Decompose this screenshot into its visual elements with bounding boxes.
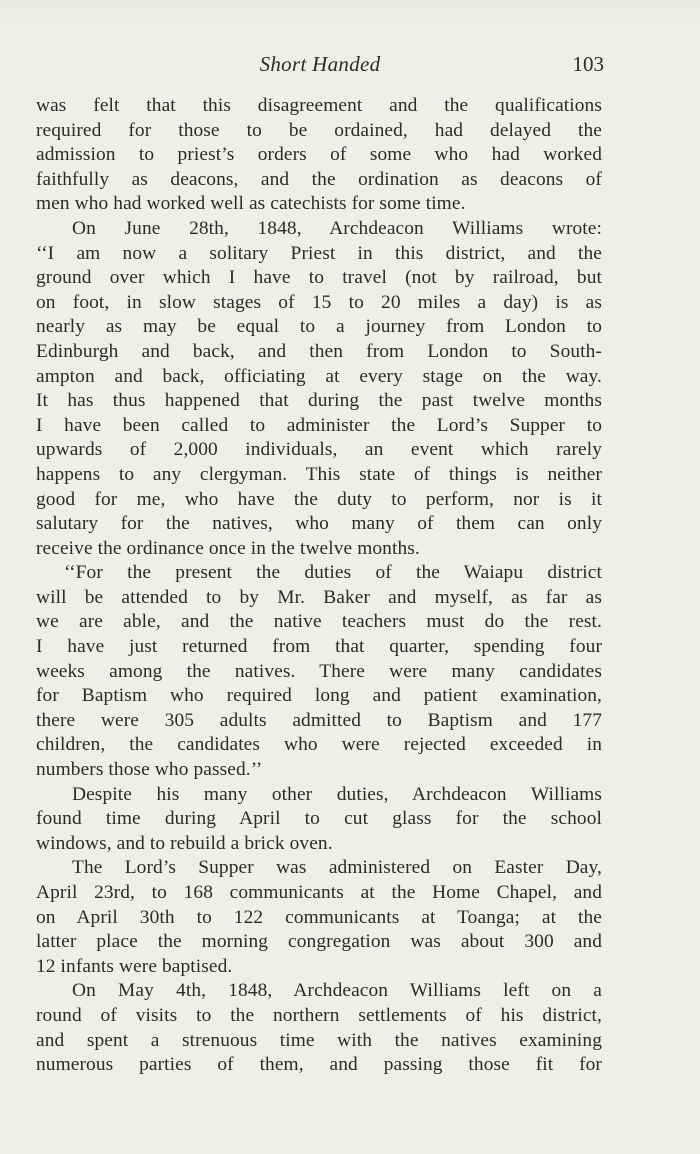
text-line: required for those to be ordained, had delayed the bbox=[36, 119, 602, 141]
text-line: ground over which I have to travel (not by railroad, but bbox=[36, 267, 602, 289]
text-line: on April 30th to 122 communicants at Toanga; at the bbox=[36, 906, 602, 928]
text-line: April 23rd, to 168 communicants at the Home Chapel, and bbox=[36, 882, 602, 903]
text-line: we are able, and the native teachers must do the rest. bbox=[36, 611, 602, 633]
text-line: I have been called to administer the Lord’s Supper to bbox=[36, 414, 602, 436]
text-line: on foot, in slow stages of 15 to 20 miles a day) is as bbox=[36, 291, 602, 313]
text-line: Despite his many other duties, Archdeacon Williams bbox=[72, 783, 602, 805]
text-line: 12 infants were baptised. bbox=[36, 955, 233, 977]
text-line: nearly as may be equal to a journey from London to bbox=[36, 316, 602, 338]
text-line: ‘‘I am now a solitary Priest in this district, and the bbox=[36, 242, 602, 264]
text-line: salutary for the natives, who many of them can only bbox=[36, 513, 602, 535]
text-line: for Baptism who required long and patient examination, bbox=[36, 685, 602, 707]
text-line: I have just returned from that quarter, spending four bbox=[36, 636, 602, 658]
running-title: Short Handed bbox=[259, 52, 381, 76]
text-line: On June 28th, 1848, Archdeacon Williams wrote: bbox=[72, 217, 602, 239]
text-line: upwards of 2,000 individuals, an event which rarely bbox=[36, 439, 602, 461]
page-number: 103 bbox=[572, 52, 604, 76]
text-line: Edinburgh and back, and then from London to South- bbox=[36, 340, 602, 362]
text-line: receive the ordinance once in the twelve months. bbox=[36, 537, 420, 559]
text-line: windows, and to rebuild a brick oven. bbox=[36, 832, 333, 854]
text-line: happens to any clergyman. This state of things is neither bbox=[36, 463, 602, 485]
text-line: will be attended to by Mr. Baker and myself, as far as bbox=[36, 586, 602, 608]
text-line: there were 305 adults admitted to Baptism and 177 bbox=[36, 709, 602, 731]
text-line: was felt that this disagreement and the qualifications bbox=[36, 95, 602, 116]
text-line: men who had worked well as catechists for some time. bbox=[36, 193, 466, 215]
text-line: and spent a strenuous time with the natives examining bbox=[36, 1029, 602, 1051]
body-text bbox=[36, 94, 602, 1078]
text-line: On May 4th, 1848, Archdeacon Williams left on a bbox=[72, 980, 602, 1002]
text-line: latter place the morning congregation was about 300 and bbox=[36, 931, 602, 953]
text-line: admission to priest’s orders of some who had worked bbox=[36, 144, 602, 166]
text-line: good for me, who have the duty to perform, nor is it bbox=[36, 488, 602, 510]
text-line: weeks among the natives. There were many candidates bbox=[36, 660, 602, 682]
text-line: round of visits to the northern settlements of his district, bbox=[36, 1004, 602, 1026]
text-line: numerous parties of them, and passing those fit for bbox=[36, 1054, 602, 1076]
text-line: It has thus happened that during the past twelve months bbox=[36, 390, 602, 412]
text-line: children, the candidates who were rejected exceeded in bbox=[36, 734, 602, 756]
text-line: ‘‘For the present the duties of the Waiapu district bbox=[64, 562, 602, 584]
text-line: faithfully as deacons, and the ordination as deacons of bbox=[36, 168, 602, 190]
text-line: numbers those who passed.’’ bbox=[36, 759, 263, 781]
text-line: ampton and back, officiating at every stage on the way. bbox=[36, 365, 602, 387]
text-line: found time during April to cut glass for the school bbox=[36, 808, 602, 830]
page-header bbox=[36, 52, 604, 80]
text-line: The Lord’s Supper was administered on Easter Day, bbox=[72, 857, 602, 879]
